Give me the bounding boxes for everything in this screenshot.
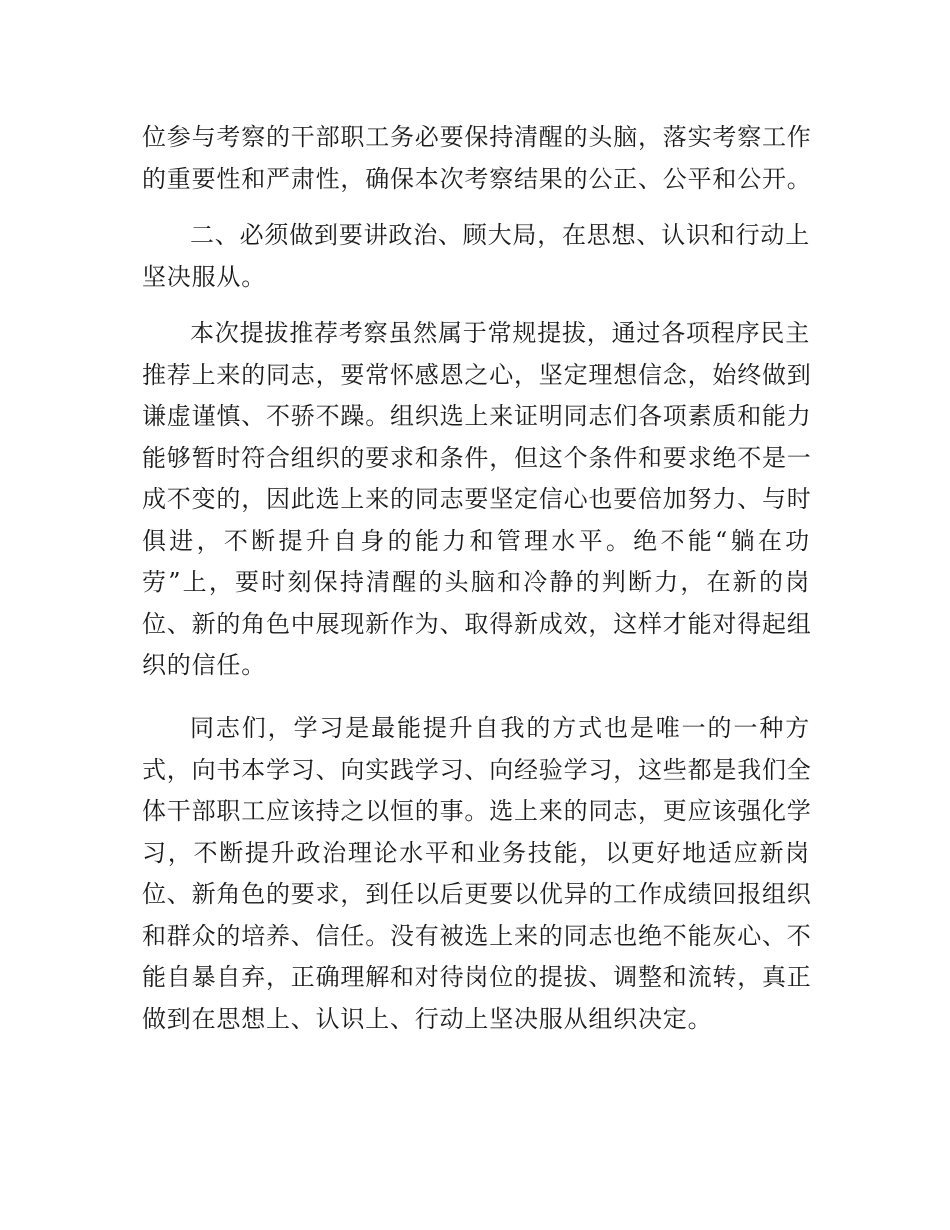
text-line: 式，向书本学习、向实践学习、向经验学习，这些都是我们全 bbox=[142, 755, 812, 784]
text-line: 成不变的，因此选上来的同志要坚定信心也要倍加努力、与时 bbox=[142, 485, 812, 513]
text-line: 能够暂时符合组织的要求和条件，但这个条件和要求绝不是一 bbox=[142, 443, 812, 472]
text-line: 俱进，不断提升自身的能力和管理水平。绝不能“躺在功 bbox=[142, 526, 810, 555]
paragraph-promotion bbox=[142, 313, 810, 687]
text-line: 本次提拔推荐考察虽然属于常规提拔，通过各项程序民主 bbox=[190, 319, 810, 347]
text-line: 位、新角色的要求，到任以后更要以优异的工作成绩回报组织 bbox=[142, 880, 812, 908]
text-line: 习，不断提升政治理论水平和业务技能，以更好地适应新岗 bbox=[142, 838, 810, 867]
text-line: 坚决服从。 bbox=[142, 262, 266, 291]
text-line: 的重要性和严肃性，确保本次考察结果的公正、公平和公开。 bbox=[142, 164, 812, 193]
paragraph-study bbox=[142, 708, 810, 1040]
text-line: 位参与考察的干部职工务必要保持清醒的头脑，落实考察工作 bbox=[142, 123, 812, 151]
text-line: 谦虚谨慎、不骄不躁。组织选上来证明同志们各项素质和能力 bbox=[142, 402, 812, 430]
text-line: 做到在思想上、认识上、行动上坚决服从组织决定。 bbox=[142, 1004, 713, 1033]
text-line: 二、必须做到要讲政治、顾大局，在思想、认识和行动上 bbox=[190, 221, 810, 249]
paragraph-point-two bbox=[142, 215, 810, 298]
text-line: 推荐上来的同志，要常怀感恩之心，坚定理想信念，始终做到 bbox=[142, 360, 812, 389]
text-line: 同志们，学习是最能提升自我的方式也是唯一的一种方 bbox=[190, 714, 810, 742]
text-line: 位、新的角色中展现新作为、取得新成效，这样才能对得起组 bbox=[142, 609, 812, 638]
text-line: 劳”上，要时刻保持清醒的头脑和冷静的判断力，在新的岗 bbox=[142, 568, 810, 596]
text-line: 体干部职工应该持之以恒的事。选上来的同志，更应该强化学 bbox=[142, 797, 812, 825]
text-line: 和群众的培养、信任。没有被选上来的同志也绝不能灰心、不 bbox=[142, 921, 812, 950]
text-line: 织的信任。 bbox=[142, 651, 266, 679]
text-line: 能自暴自弃，正确理解和对待岗位的提拔、调整和流转，真正 bbox=[142, 963, 812, 991]
paragraph-continuation bbox=[142, 117, 810, 200]
